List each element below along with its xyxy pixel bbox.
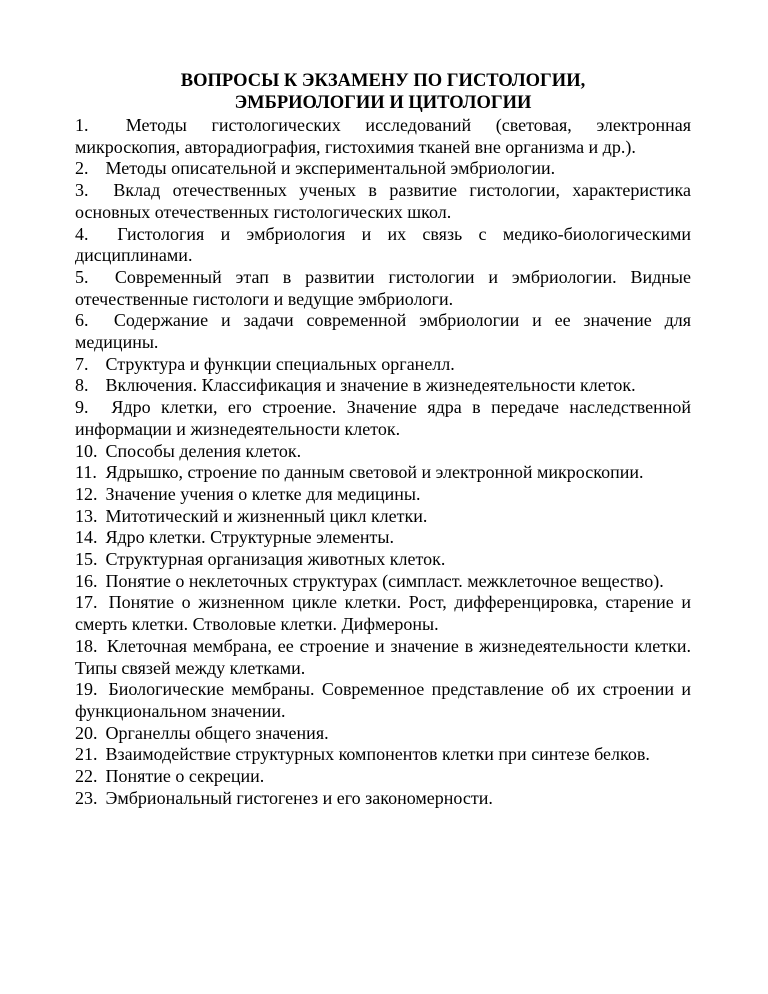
question-text: Органеллы общего значения. <box>105 722 329 743</box>
question-item <box>75 723 691 745</box>
question-number: 15. <box>75 549 98 570</box>
question-number: 3. <box>75 180 89 201</box>
question-item <box>75 527 691 549</box>
question-text: Биологические мембраны. Современное представление об их строении и функциональном значении. <box>75 679 691 721</box>
question-item <box>75 375 691 397</box>
question-number: 16. <box>75 570 98 591</box>
question-item <box>75 506 691 528</box>
question-text: Митотический и жизненный цикл клетки. <box>105 505 428 526</box>
document-title <box>75 70 691 114</box>
question-text: Вклад отечественных ученых в развитие гистологии, характеристика основных отечественных гистологических школ. <box>75 180 692 222</box>
question-text: Ядро клетки. Структурные элементы. <box>105 527 394 548</box>
question-item <box>75 441 691 463</box>
question-item <box>75 397 691 440</box>
question-number: 2. <box>75 158 89 179</box>
question-item <box>75 462 691 484</box>
question-list <box>75 115 691 810</box>
question-number: 9. <box>75 397 89 418</box>
question-item <box>75 744 691 766</box>
question-item <box>75 766 691 788</box>
question-number: 14. <box>75 527 98 548</box>
question-item <box>75 224 691 267</box>
question-text: Гистология и эмбриология и их связь с медико-биологическими дисциплинами. <box>75 223 692 266</box>
question-text: Понятие о секреции. <box>105 766 265 787</box>
question-number: 10. <box>75 440 98 461</box>
question-item <box>75 180 691 223</box>
question-text: Ядрышко, строение по данным световой и электронной микроскопии. <box>105 462 644 483</box>
question-text: Методы описательной и экспериментальной эмбриологии. <box>105 158 556 179</box>
question-text: Структурная организация животных клеток. <box>105 549 446 570</box>
question-item <box>75 310 691 353</box>
question-number: 1. <box>75 115 89 135</box>
question-number: 18. <box>75 635 98 656</box>
question-number: 23. <box>75 787 98 808</box>
question-text: Ядро клетки, его строение. Значение ядра в передаче наследственной информации и жизнедеятельности клеток. <box>75 397 691 439</box>
question-number: 5. <box>75 266 89 287</box>
question-text: Способы деления клеток. <box>105 440 302 461</box>
question-number: 12. <box>75 483 98 504</box>
question-text: Понятие о неклеточных структурах (симпласт. межклеточное вещество). <box>105 570 664 591</box>
question-number: 13. <box>75 505 98 526</box>
question-text: Методы гистологических исследований (световая, электронная микроскопия, авторадиография, гистохимия тканей вне организма и др.). <box>75 115 691 157</box>
question-item <box>75 592 691 635</box>
question-number: 19. <box>75 679 98 700</box>
document-page <box>75 70 691 810</box>
question-item <box>75 636 691 679</box>
question-text: Взаимодействие структурных компонентов клетки при синтезе белков. <box>105 744 650 765</box>
question-text: Понятие о жизненном цикле клетки. Рост, дифференцировка, старение и смерть клетки. Стволовые клетки. Дифмероны. <box>75 592 691 635</box>
question-number: 21. <box>75 744 98 765</box>
question-text: Клеточная мембрана, ее строение и значение в жизнедеятельности клетки. Типы связей между клетками. <box>75 635 691 678</box>
question-item <box>75 267 691 310</box>
question-text: Эмбриональный гистогенез и его закономерности. <box>105 787 493 808</box>
title-line-1: ВОПРОСЫ К ЭКЗАМЕНУ ПО ГИСТОЛОГИИ, <box>180 71 586 91</box>
question-text: Содержание и задачи современной эмбриологии и ее значение для медицины. <box>75 310 691 353</box>
question-number: 8. <box>75 375 89 396</box>
title-line-2: ЭМБРИОЛОГИИ И ЦИТОЛОГИИ <box>234 93 532 113</box>
question-number: 22. <box>75 766 98 787</box>
question-text: Структура и функции специальных органелл. <box>105 353 455 374</box>
question-item <box>75 354 691 376</box>
question-item <box>75 549 691 571</box>
question-number: 17. <box>75 592 98 613</box>
question-item <box>75 679 691 722</box>
question-number: 7. <box>75 353 89 374</box>
question-item <box>75 788 691 810</box>
question-item <box>75 158 691 180</box>
question-text: Современный этап в развитии гистологии и эмбриологии. Видные отечественные гистологи и ведущие эмбриологи. <box>75 266 691 309</box>
question-number: 20. <box>75 722 98 743</box>
question-item <box>75 571 691 593</box>
question-number: 4. <box>75 223 89 244</box>
question-number: 6. <box>75 310 89 331</box>
question-item <box>75 484 691 506</box>
question-text: Включения. Классификация и значение в жизнедеятельности клеток. <box>105 375 636 396</box>
question-item <box>75 115 691 158</box>
question-number: 11. <box>75 462 97 483</box>
question-text: Значение учения о клетке для медицины. <box>105 483 421 504</box>
